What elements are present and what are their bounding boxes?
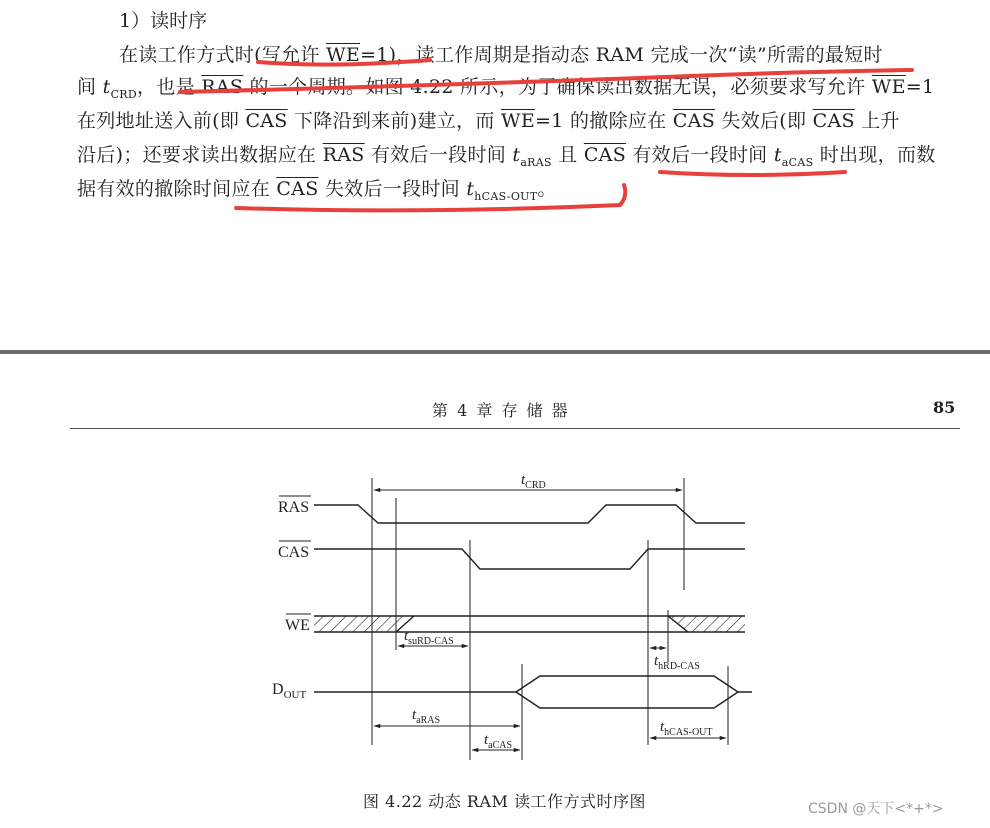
section-heading: 1）读时序 [119, 10, 208, 32]
dout-waveform [314, 676, 752, 708]
paragraph-line-4: 沿后)；还要求读出数据应在 $\overline{RAS}$ 有效后一段时间 $t_{aRAS}$ 且 $\overline{CAS}$ 有效后一段时间 $t_{aCAS}$ 时出现，而数 [77, 144, 936, 169]
signal-label-dout: $D_{OUT}$ [272, 681, 307, 701]
we-dontcare-right [668, 616, 745, 632]
label-thrd: $t_{hRD-CAS}$ [654, 653, 700, 672]
paragraph-line-2: 间 $t_{CRD}$，也是 $\overline{RAS}$ 的一个周期。如图 4.22 所示，为了确保读出数据无误，必须要求写允许 $\overline{WE}=1$ [77, 76, 935, 101]
label-taras: $t_{aRAS}$ [412, 707, 441, 726]
signal-label-cas: CAS [278, 544, 310, 561]
figure-caption: 图 4.22 动态 RAM 读工作方式时序图 [363, 792, 646, 811]
csdn-watermark: CSDN @天下<*+*> [808, 801, 944, 817]
ras-waveform [314, 505, 745, 523]
signal-label-we: WE [285, 617, 310, 634]
signal-label-ras: RAS [278, 499, 310, 516]
chapter-title: 第 4 章 存 储 器 [432, 401, 570, 420]
paragraph-line-3: 在列地址送入前(即 $\overline{CAS}$ 下降沿到来前)建立，而 $\overline{WE}=1$ 的撤除应在 $\overline{CAS}$ 失效后(即 $\overline{CAS}$ 上升 [77, 110, 900, 132]
label-thout: $t_{hCAS-OUT}$ [660, 719, 713, 738]
label-tacas: $t_{aCAS}$ [484, 732, 513, 751]
paragraph-line-5: 据有效的撤除时间应在 $\overline{CAS}$ 失效后一段时间 $t_{hCAS-OUT}$。 [77, 178, 557, 203]
ras-overline: $\overline{RAS}$ [201, 76, 244, 98]
label-tsu: $t_{suRD-CAS}$ [404, 628, 454, 647]
label-tcrd: $t_{CRD}$ [521, 472, 546, 491]
cas-waveform [314, 549, 745, 569]
page-number: 85 [933, 398, 956, 417]
we-overline: $\overline{WE}$ [326, 44, 361, 66]
paragraph-line-1: 在读工作方式时(写允许 $\overline{WE}=1$)，读工作周期是指动态 RAM 完成一次“读”所需的最短时 [119, 44, 883, 66]
